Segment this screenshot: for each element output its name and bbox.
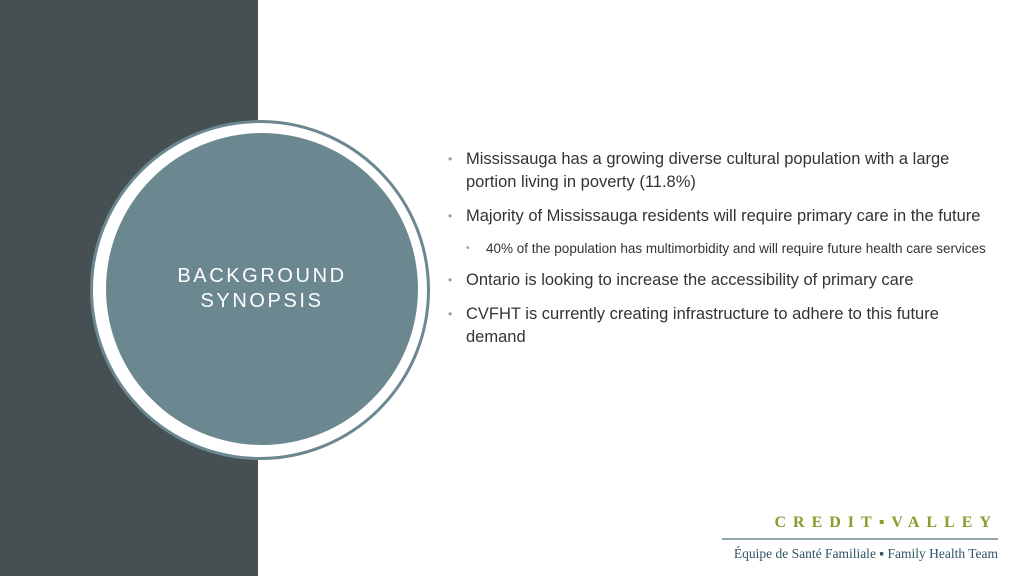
bullet-list [448, 148, 988, 360]
bullet-text: Mississauga has a growing diverse cultural population with a large portion living in poverty (11.8%) [466, 150, 950, 191]
logo-tagline: Équipe de Santé Familiale ▪ Family Health Team [733, 546, 998, 561]
sub-bullet-text: 40% of the population has multimorbidity and will require future health care services [486, 241, 986, 256]
sub-bullet-item [448, 239, 988, 259]
slide-title-line-1: BACKGROUND [177, 265, 347, 287]
bullet-text: CVFHT is currently creating infrastructure to adhere to this future demand [466, 305, 939, 346]
slide-title-line-2: SYNOPSIS [200, 290, 324, 312]
bullet-item [448, 269, 988, 292]
bullet-dot-icon: • [448, 307, 453, 321]
bullet-dot-icon: • [466, 243, 470, 254]
credit-valley-logo [722, 510, 998, 570]
bullet-dot-icon: • [448, 152, 453, 166]
bullet-text: Majority of Mississauga residents will require primary care in the future [466, 207, 981, 225]
bullet-item [448, 205, 988, 228]
logo-wordmark: CREDIT▪VALLEY [774, 514, 998, 531]
bullet-item [448, 303, 988, 349]
title-circle [106, 133, 418, 445]
logo-divider [722, 538, 998, 540]
bullet-dot-icon: • [448, 273, 453, 287]
bullet-item [448, 148, 988, 194]
bullet-dot-icon: • [448, 209, 453, 223]
bullet-text: Ontario is looking to increase the accessibility of primary care [466, 271, 914, 289]
